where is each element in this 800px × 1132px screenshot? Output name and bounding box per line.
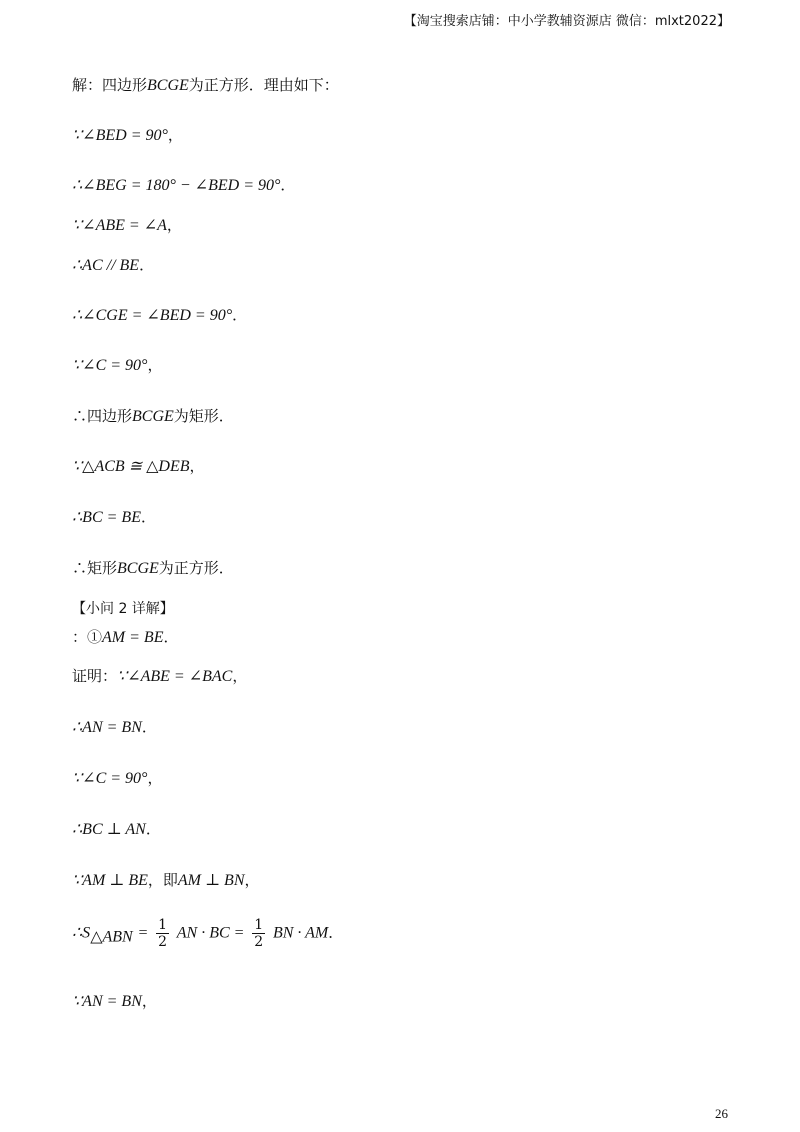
answer-line-10: [72, 506, 156, 527]
section-heading: 【小问 2 详解】: [72, 601, 174, 617]
line-text: 证明：: [72, 667, 118, 685]
math-expression: ∴BC ⊥ AN: [72, 821, 146, 838]
page-header: 【淘宝搜索店铺：中小学教辅资源店 微信：mlxt2022】: [403, 14, 730, 29]
math-expression: AM = BE: [102, 629, 164, 646]
answer-line-16: [72, 767, 162, 788]
answer-line-15: [72, 716, 157, 737]
line-text: ，: [167, 126, 183, 144]
math-expression: BCGE: [117, 560, 159, 577]
line-text: ：①: [72, 628, 103, 646]
math-expression: ∵△ACB ≅ △DEB: [72, 458, 190, 475]
fraction-half-2: [252, 918, 265, 949]
formula-part-1: AN · BC =: [176, 924, 245, 942]
math-expression: ∵AM ⊥ BE: [72, 872, 148, 889]
answer-line-5: [72, 254, 154, 275]
line-text: ．: [141, 718, 157, 736]
line-text: ．: [280, 176, 296, 194]
answer-line-18: [72, 869, 260, 890]
line-text: ，: [147, 769, 163, 787]
math-expression: ∴∠BEG = 180° − ∠BED = 90°: [72, 177, 281, 194]
math-expression: ∴AN = BN: [72, 719, 142, 736]
line-text: ．: [145, 820, 161, 838]
line-text: ∴矩形: [72, 559, 118, 577]
math-expression: ∵∠ABE = ∠BAC: [117, 668, 233, 685]
answer-line-7: [72, 354, 162, 375]
answer-line-9: [72, 455, 205, 476]
math-expression: ∴BC = BE: [72, 509, 141, 526]
math-expression: AM ⊥ BN: [177, 872, 245, 889]
line-text: ，: [166, 216, 182, 234]
math-expression: ∴AC // BE: [72, 257, 140, 274]
fraction-denominator: 2: [254, 934, 264, 950]
formula-start: ∴S: [72, 924, 91, 942]
formula-equals: =: [137, 924, 149, 942]
math-expression: BCGE: [132, 408, 174, 425]
line-text: ．: [140, 508, 156, 526]
line-text: ∴四边形: [72, 407, 133, 425]
answer-line-17: [72, 818, 161, 839]
formula-subscript: △ABN: [90, 928, 133, 946]
math-expression: ∵AN = BN: [72, 993, 142, 1010]
fraction-half-1: [156, 918, 169, 949]
answer-line-13: [72, 626, 178, 647]
math-expression: ∵∠C = 90°: [72, 357, 148, 374]
math-expression: ∵∠BED = 90°: [72, 127, 168, 144]
line-text: ，: [232, 667, 248, 685]
answer-line-4: [72, 214, 182, 235]
line-text: 为正方形．理由如下：: [188, 76, 339, 94]
answer-line-6: [72, 304, 247, 325]
line-text: ，: [244, 871, 260, 889]
line-text: ，: [141, 992, 157, 1010]
answer-line-2: [72, 124, 183, 145]
answer-line-8: [72, 405, 234, 426]
line-text: 为矩形．: [173, 407, 234, 425]
math-expression: ∴∠CGE = ∠BED = 90°: [72, 307, 233, 324]
fraction-numerator: 1: [158, 917, 167, 933]
line-text: 为正方形．: [158, 559, 234, 577]
math-expression: ∵∠ABE = ∠A: [72, 217, 167, 234]
line-text: ，: [189, 457, 205, 475]
line-text: 解：四边形: [72, 76, 148, 94]
line-text: ，: [147, 356, 163, 374]
answer-line-11: [72, 557, 234, 578]
answer-line-3: [72, 174, 295, 195]
formula-part-2: BN · AM: [272, 924, 329, 942]
line-text: ，即: [147, 871, 178, 889]
area-formula-line: [72, 918, 343, 949]
math-expression: BCGE: [147, 77, 189, 94]
answer-line-1: [72, 74, 339, 95]
math-expression: ∵∠C = 90°: [72, 770, 148, 787]
fraction-numerator: 1: [254, 917, 264, 933]
line-text: ．: [328, 923, 344, 942]
page-number: 26: [715, 1106, 728, 1121]
answer-line-14: [72, 665, 247, 686]
line-text: ．: [139, 256, 155, 274]
answer-line-20: [72, 990, 157, 1011]
fraction-denominator: 2: [158, 934, 167, 950]
line-text: ．: [163, 628, 179, 646]
line-text: ．: [232, 306, 248, 324]
